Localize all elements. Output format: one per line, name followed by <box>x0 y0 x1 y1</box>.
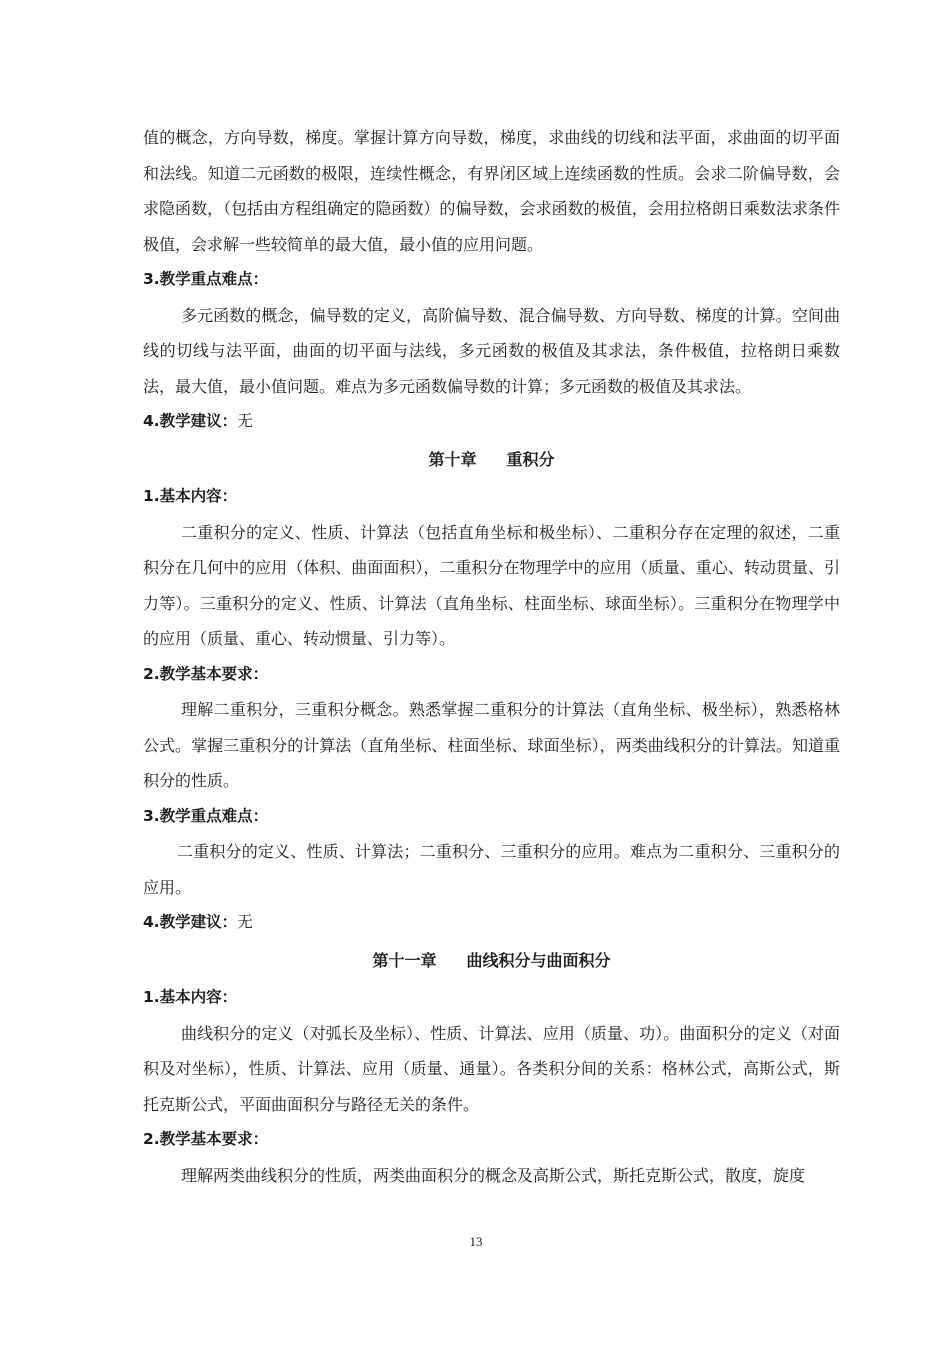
page-content <box>143 120 840 1193</box>
ch9-suggestion <box>143 404 840 440</box>
page-number: 13 <box>469 1234 483 1249</box>
ch10-basic-text: 二重积分的定义、性质、计算法（包括直角坐标和极坐标）、二重积分存在定理的叙述，二重积分在几何中的应用（体积、曲面面积），二重积分在物理学中的应用（质量、重心、转动贯量、引力等）。三重积分的定义、性质、计算法（直角坐标、柱面坐标、球面坐标）。三重积分在物理学中的应用（质量、重心、转动惯量、引力等）。 <box>143 522 840 648</box>
chapter-10-number: 第十章 <box>428 449 477 469</box>
ch10-key-points-heading: 3.教学重点难点： <box>143 806 269 825</box>
ch10-basic-heading: 1.基本内容： <box>143 487 238 505</box>
ch11-requirements-heading: 2.教学基本要求： <box>143 1130 269 1148</box>
ch10-key-points-text: 二重积分的定义、性质、计算法；二重积分、三重积分的应用。难点为二重积分、三重积分的应用。 <box>143 842 840 897</box>
ch10-requirements-text: 理解二重积分，三重积分概念。熟悉掌握二重积分的计算法（直角坐标、极坐标），熟悉格林公式。掌握三重积分的计算法（直角坐标、柱面坐标、球面坐标），两类曲线积分的计算法。知道重积分的性质。 <box>143 700 840 790</box>
ch10-requirements-heading: 2.教学基本要求： <box>143 664 269 683</box>
chapter-11-name: 曲线积分与曲面积分 <box>466 950 611 970</box>
chapter-11-title <box>143 943 840 979</box>
intro-paragraph: 值的概念，方向导数，梯度。掌握计算方向导数，梯度，求曲线的切线和法平面，求曲面的切平面和法线。知道二元函数的极限，连续性概念，有界闭区域上连续函数的性质。会求二阶偏导数，会求隐函数，（包括由方程组确定的隐函数）的偏导数，会求函数的极值，会用拉格朗日乘数法求条件极值，会求解一些较简单的最大值，最小值的应用问题。 <box>143 128 840 254</box>
chapter-10-name: 重积分 <box>506 449 555 469</box>
ch9-key-points-text: 多元函数的概念，偏导数的定义，高阶偏导数、混合偏导数、方向导数、梯度的计算。空间曲线的切线与法平面，曲面的切平面与法线，多元函数的极值及其求法，条件极值，拉格朗日乘数法，最大值，最小值问题。难点为多元函数偏导数的计算；多元函数的极值及其求法。 <box>143 305 840 396</box>
ch9-suggestion-text: 无 <box>237 412 253 430</box>
ch10-suggestion-text: 无 <box>237 913 253 931</box>
ch9-suggestion-heading: 4.教学建议： <box>143 412 238 430</box>
ch9-key-points-heading: 3.教学重点难点： <box>143 270 269 288</box>
chapter-10-title <box>143 442 840 478</box>
ch11-basic-text: 曲线积分的定义（对弧长及坐标）、性质、计算法、应用（质量、功）。曲面积分的定义（对面积及对坐标），性质、计算法、应用（质量、通量）。各类积分间的关系：格林公式，高斯公式，斯托克斯公式，平面曲面积分与路径无关的条件。 <box>143 1023 840 1114</box>
ch10-suggestion-heading: 4.教学建议： <box>143 913 238 931</box>
ch11-requirements-text: 理解两类曲线积分的性质，两类曲面积分的概念及高斯公式，斯托克斯公式，散度，旋度 <box>181 1165 806 1185</box>
ch11-basic-heading: 1.基本内容： <box>143 988 238 1006</box>
ch10-suggestion <box>143 905 840 941</box>
chapter-11-number: 第十一章 <box>372 950 437 970</box>
